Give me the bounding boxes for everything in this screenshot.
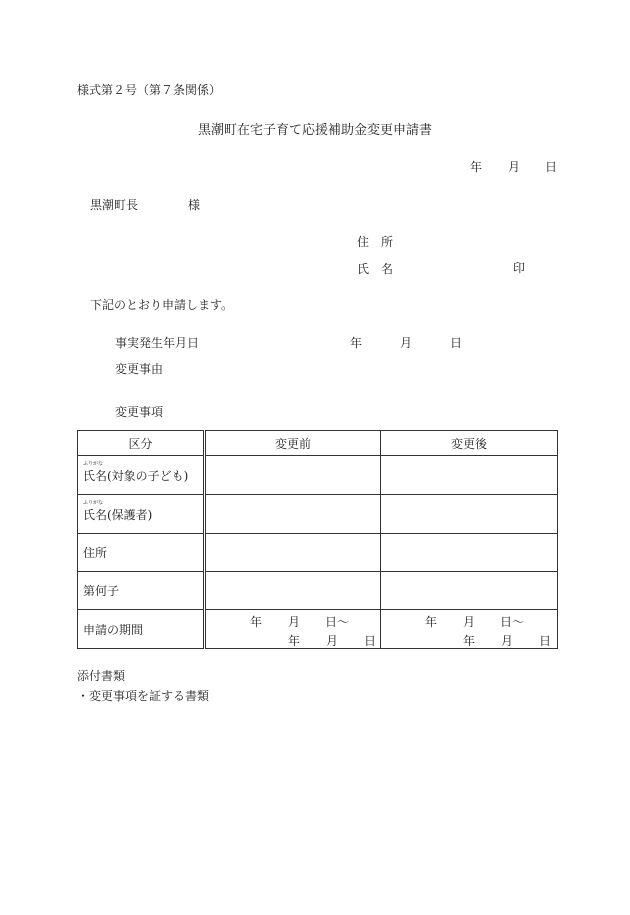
child-name-before-cell[interactable] [205,456,381,495]
attachments-heading: 添付書類 [77,669,126,683]
applicant-name-label: 氏 名 [357,262,394,276]
table-row [78,572,558,610]
addressee-name: 黒潮町長 [90,198,139,212]
change-items-table [77,430,558,649]
row-label-guardian-name: ふりがな 氏名(保護者) [78,495,205,534]
event-date-day: 日 [450,336,463,350]
event-date-year: 年 [350,336,363,350]
guardian-name-after-cell[interactable] [381,495,558,534]
seal-mark: 印 [513,261,526,275]
column-header-category: 区分 [78,431,205,456]
attachment-item: ・変更事項を証する書類 [77,689,210,703]
change-items-label: 変更事項 [115,405,164,419]
period-before-cell[interactable]: 年 月 日～ 年 月 日 [205,610,381,649]
column-header-after: 変更後 [381,431,558,456]
application-date [0,161,630,175]
furigana-label: ふりがな [83,460,104,467]
form-number: 様式第２号（第７条関係） [77,83,222,97]
date-year: 年 [470,160,483,174]
row-label-child-order: 第何子 [78,572,205,610]
guardian-name-before-cell[interactable] [205,495,381,534]
document-title: 黒潮町在宅子育て応援補助金変更申請書 [197,123,432,138]
row-label-address: 住所 [78,534,205,572]
addressee-honorific: 様 [188,198,201,212]
applicant-address-label: 住 所 [357,235,394,249]
date-month: 月 [508,160,521,174]
table-row [78,610,558,649]
furigana-label: ふりがな [83,499,104,506]
change-reason-label: 変更事由 [115,362,164,376]
event-date-fields [0,337,630,351]
table-row [78,534,558,572]
table-row [78,495,558,534]
period-after-cell[interactable]: 年 月 日～ 年 月 日 [381,610,558,649]
child-name-after-cell[interactable] [381,456,558,495]
table-row [78,456,558,495]
address-before-cell[interactable] [205,534,381,572]
row-label-application-period: 申請の期間 [78,610,205,649]
row-label-child-name: ふりがな 氏名(対象の子ども) [78,456,205,495]
request-statement: 下記のとおり申請します。 [90,298,234,312]
date-day: 日 [545,160,558,174]
child-order-before-cell[interactable] [205,572,381,610]
child-order-after-cell[interactable] [381,572,558,610]
address-after-cell[interactable] [381,534,558,572]
event-date-label: 事実発生年月日 [115,336,200,350]
table-header-row [78,431,558,456]
column-header-before: 変更前 [205,431,381,456]
event-date-month: 月 [400,336,413,350]
